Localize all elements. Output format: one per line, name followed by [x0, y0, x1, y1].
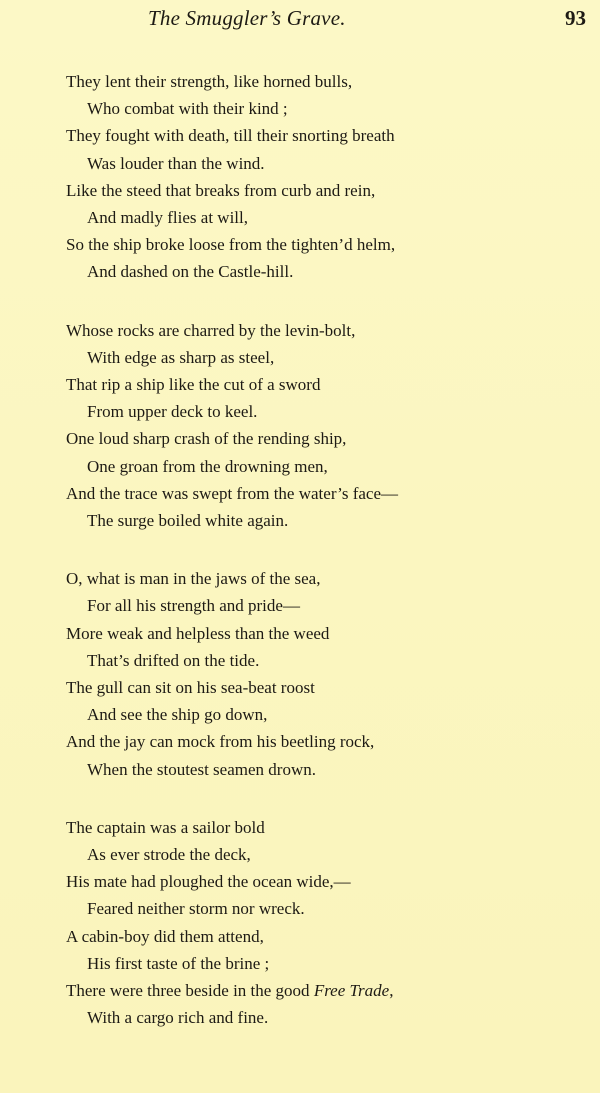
poem-line-text: His mate had ploughed the ocean wide,—: [66, 872, 351, 892]
poem-line: [66, 204, 586, 231]
poem-line: [66, 231, 586, 258]
poem-line: [66, 425, 586, 452]
poem-line-text: That’s drifted on the tide.: [87, 650, 260, 670]
poem-line: [66, 647, 586, 674]
poem-line: [66, 480, 586, 507]
poem-line: [66, 258, 586, 285]
poem-line-text: His first taste of the brine ;: [87, 953, 270, 973]
poem-line-text: More weak and helpless than the weed: [66, 623, 330, 643]
poem-line-text: Feared neither storm nor wreck.: [87, 899, 305, 919]
poem-line: [66, 150, 586, 177]
poem-line-text: And madly flies at will,: [87, 208, 249, 228]
poem-line-text: One loud sharp crash of the rending ship,: [66, 429, 347, 449]
poem-line-text: For all his strength and pride—: [87, 596, 300, 616]
poem-line-text: When the stoutest seamen drown.: [87, 759, 316, 779]
running-title: The Smuggler’s Grave.: [148, 6, 346, 30]
stanza: [66, 317, 586, 535]
poem-line: [66, 814, 586, 841]
poem-line-text: From upper deck to keel.: [87, 402, 258, 422]
poem-line-text: With edge as sharp as steel,: [87, 347, 275, 367]
poem-line: [66, 453, 586, 480]
poem-line-text: Was louder than the wind.: [87, 153, 265, 173]
poem-line-text: Who combat with their kind ;: [87, 99, 288, 119]
poem-line-text: Like the steed that breaks from curb and rein,: [66, 180, 376, 200]
poem-line: [66, 177, 586, 204]
poem-line: [66, 895, 586, 922]
poem-line-text: So the ship broke loose from the tighten’d helm,: [66, 235, 396, 255]
poem-line-text: As ever strode the deck,: [87, 845, 251, 865]
poem-line: [66, 592, 586, 619]
poem-line-text: The surge boiled white again.: [87, 511, 289, 531]
poem-line-text: One groan from the drowning men,: [87, 456, 328, 476]
poem-line: [66, 674, 586, 701]
poem-line-text: Whose rocks are charred by the levin-bolt,: [66, 320, 356, 340]
poem-line-text: That rip a ship like the cut of a sword: [66, 375, 321, 395]
poem-line: [66, 507, 586, 534]
poem-line-text: The captain was a sailor bold: [66, 817, 265, 837]
poem-line: [66, 95, 586, 122]
poem-line-text: And the jay can mock from his beetling rock,: [66, 732, 375, 752]
poem-line-text: And dashed on the Castle-hill.: [87, 262, 294, 282]
poem-line: [66, 68, 586, 95]
poem-line-punctuation: ,: [389, 981, 394, 1001]
poem-line-text: They fought with death, till their snorting breath: [66, 126, 395, 146]
poem-line: [66, 122, 586, 149]
poem-line-text: A cabin-boy did them attend,: [66, 926, 264, 946]
poem-line: [66, 565, 586, 592]
poem-line: [66, 344, 586, 371]
poem-line: [66, 701, 586, 728]
poem-line: [66, 1004, 586, 1031]
stanza: [66, 68, 586, 286]
stanza: [66, 814, 586, 1032]
poem-line: [66, 371, 586, 398]
poem-line: [66, 841, 586, 868]
poem-line: [66, 950, 586, 977]
poem-line: [66, 756, 586, 783]
stanza: [66, 565, 586, 783]
poem-line: [66, 620, 586, 647]
poem-line-text: They lent their strength, like horned bulls,: [66, 72, 353, 91]
poem-line: [66, 977, 586, 1004]
poem-line-italic: Free Trade: [313, 981, 390, 1001]
poem-body: [66, 68, 586, 1063]
poem-line: [66, 398, 586, 425]
poem-line-text: O, what is man in the jaws of the sea,: [66, 569, 321, 589]
page-number: 93: [565, 6, 586, 30]
poem-line: [66, 728, 586, 755]
poem-line-text: And the trace was swept from the water’s face—: [66, 483, 398, 503]
poem-line: [66, 868, 586, 895]
poem-line-text: There were three beside in the good: [66, 981, 314, 1001]
poem-line-text: And see the ship go down,: [87, 705, 268, 725]
page-header: [0, 6, 600, 36]
poem-line-text: With a cargo rich and fine.: [87, 1008, 269, 1028]
poem-line: [66, 317, 586, 344]
poem-line: [66, 923, 586, 950]
poem-line-text: The gull can sit on his sea-beat roost: [66, 678, 315, 698]
